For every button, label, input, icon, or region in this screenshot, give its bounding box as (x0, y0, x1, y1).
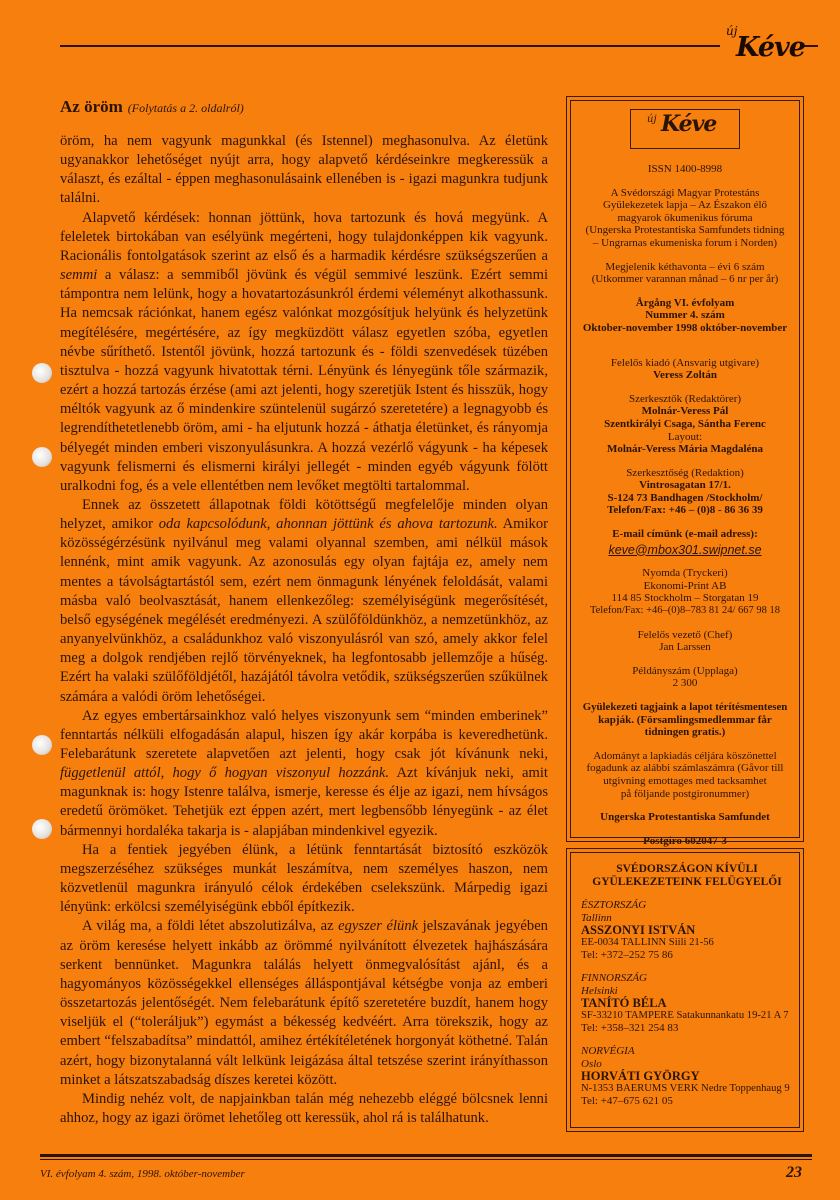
page-number: 23 (786, 1164, 802, 1181)
article-paragraph (60, 841, 548, 918)
desc-line: (Ungerska Protestantiska Samfundets tidning (585, 224, 785, 237)
printer-line: 114 85 Stockholm – Storgatan 19 (611, 592, 759, 605)
supervisor-entry (581, 1045, 793, 1108)
logo-small-text: új (647, 114, 657, 125)
desc-line: A Svédországi Magyar Protestáns (610, 186, 760, 199)
circulation-value: 2 300 (672, 677, 698, 690)
organization: Ungerska Protestantiska Samfundet (600, 811, 770, 824)
title-line: GYÜLEKEZETEINK FELÜGYELŐI (592, 876, 782, 888)
emphasis-text: semmi (60, 267, 98, 284)
publisher-label: Felelős kiadó (Ansvarig utgivare) (610, 356, 760, 369)
desc-line: magyarok ökumenikus fóruma (617, 211, 753, 224)
description (571, 187, 799, 250)
logo-big-text: Kéve (661, 111, 717, 137)
punch-hole-icon (32, 819, 52, 839)
paragraph-text: a válasz: a semmiből jövünk és végül semmivé leszünk. Ezért semmi támpontra nem lelünk, hogy a hovatartozásunkról érdemi véleményt alkothassunk. Ha nemcsak rációnkat, hanem egész valónkat mozgósítjuk helyünk és helyzetünk megítélésére, megértésére, az így megküzdött válasz egyetlen szóba, egyetlen névbe sűríthető. Istentől jövünk, hozzá tartozunk és - földi szenvedések tüzében tisztulva - hozzá vagyunk hivatottak térni. Lényünk és lényegünk tőle származik, ezért a hozzá tartozás érzése (ami azt jelenti, hogy szeretjük Istent és hisszük, hogy méltók vagyunk az ő mindenkire szüntelenül sugárzó szeretetére) a legnagyobb és legrendíthetetlenebb öröm, ami - ha eljutunk hozzá - áthatja életünket, és rányomja bélyegét minden emberi viszonyulásunkra. A hozzá vezérlő vágyunk - ha képesek vagyunk felismerni és elismerni királyi jellegét - minden egyéb vágyunk fölött uralkodni fog, és a vele ellentétben nem levőket megtölti tartalommal. (60, 267, 548, 494)
email-block (571, 528, 799, 556)
editor-name: Szentkirályi Csaga, Sántha Ferenc (604, 417, 766, 430)
office-line: S-124 73 Bandhagen /Stockholm/ (607, 491, 763, 504)
supervisor-city: Oslo (581, 1057, 602, 1070)
office (571, 467, 799, 517)
desc-line: Gyülekezetek lapja – Az Északon élő (602, 199, 768, 212)
paragraph-text: Azt kívánjuk neki, amit magunknak is: hogy Istenre találva, ismerje, keresse és élje az igazi, nem hívságos eredetű örömöket. Tehetjük ezt éppen azért, mert legbensőbb lényegünk - az élet bármennyi hordaléka takarja is - alapjában mindenkivel egyezik. (60, 765, 548, 839)
article-paragraph (60, 209, 548, 496)
printer-line: Nyomda (Tryckeri) (642, 567, 728, 580)
layout-label: Layout: (667, 430, 703, 443)
paragraph-text: Ennek az összetett állapotnak földi kötöttségű megfelelője minden olyan helyzet, amikor (60, 496, 548, 533)
supervisor-name: TANÍTÓ BÉLA (581, 996, 667, 1011)
supervisor-city: Helsinki (581, 984, 618, 997)
punch-hole-icon (32, 735, 52, 755)
supervisor-tel: Tel: +358–321 254 83 (581, 1022, 679, 1035)
printer-line: Telefon/Fax: +46–(0)8–783 81 24/ 667 98 18 (589, 605, 781, 617)
header-rule (60, 45, 720, 47)
footer-rule (40, 1159, 812, 1160)
issue-line: Årgång VI. évfolyam (635, 296, 735, 309)
emphasis-text: függetlenül attól, hogy ő hogyan viszonyul hozzánk. (60, 765, 390, 782)
article-paragraph (60, 1090, 548, 1128)
paragraph-text: jelszavának jegyében az öröm keresése helyett inkább az örömmé nyilvánított élvezetek hajhászására serkent bennünket. Magunkra találás helyett önmegvalósítást ajánl, és a hagyományos közösségekkel ellenséges álláspontjával kétségbe vonja az emberi összetartozás jelentőségét. Nem felebarátunk építő szeretetére buzdít, hanem hogy viseljük el (“toleráljuk”) egymást a békesség kedvéért. Arra törekszik, hogy az embert “felszabadítsa” mindattól, amihez értékítéletének horgonyát köthetné. Talán azért, hogy bizonytalanná vált lelkünk leigázása által tetszése szerint irányíthasson minket a látszatszabadság díszes keretei között. (60, 918, 548, 1088)
supervisors-title (581, 863, 793, 889)
freq-line: Megjelenik kéthavonta – évi 6 szám (605, 260, 765, 273)
email-label: E-mail címünk (e-mail adress): (612, 528, 758, 541)
editor-name: Molnár-Veress Pál (641, 405, 729, 418)
circulation-label: Példányszám (Upplaga) (632, 664, 738, 677)
supervisor-city: Tallinn (581, 911, 612, 924)
supervisor-country: ÉSZTORSZÁG (581, 899, 647, 911)
continuation-note: (Folytatás a 2. oldalról) (127, 101, 244, 115)
donation-line: på följande postgironummer) (620, 787, 750, 800)
article-body (60, 132, 548, 1128)
free-line: kapják. (Församlingsmedlemmar får (598, 713, 772, 726)
circulation (571, 665, 799, 690)
supervisor-entry (581, 972, 793, 1035)
layout-name: Molnár-Veress Mária Magdaléna (606, 443, 763, 456)
supervisor-country: FINNORSZÁG (581, 971, 647, 984)
paragraph-text: Az egyes embertársainkhoz való helyes viszonyunk sem “minden emberinek” fenntartás nélküli elfogadásán alapul, hiszen így akár korpába is keveredhetünk. Felebarátunk szeretete alapvetően azt jelenti, hogy csak jót kívánunk neki, (60, 707, 548, 762)
title-line: SVÉDORSZÁGON KÍVÜLI (616, 863, 758, 875)
paragraph-text: A világ ma, a földi létet abszolutizálva, az (82, 918, 339, 935)
article-title: Az öröm (60, 97, 123, 116)
supervisor-tel: Tel: +372–252 75 86 (581, 949, 673, 962)
chef (571, 629, 799, 654)
footer-rule (40, 1154, 812, 1157)
supervisor-address: N-1353 BAERUMS VERK Nedre Toppenhaug 9 (581, 1082, 790, 1094)
logo-small-text: új (726, 24, 738, 38)
punch-hole-icon (32, 363, 52, 383)
article (60, 97, 548, 1128)
postgiro: Postgiro 602047-3 (643, 834, 727, 847)
chef-label: Felelős vezető (Chef) (637, 628, 733, 641)
free-line: tidningen gratis.) (644, 726, 726, 739)
office-line: Telefon/Fax: +46 – (0)8 - 86 36 39 (607, 504, 763, 517)
printer (571, 567, 799, 617)
supervisor-tel: Tel: +47–675 621 05 (581, 1095, 673, 1108)
paragraph-text: Alapvető kérdések: honnan jöttünk, hova tartozunk és hová megyünk. A feleletek birtokában van esélyünk megérteni, hogy tulajdonképpen kik vagyunk. Racionális fontolgatások szerint az első és a harmadik kérdésre szükségszerűen a (60, 209, 548, 264)
donation-note (571, 750, 799, 800)
freq-line: (Utkommer varannan månad – 6 nr per år) (591, 273, 779, 286)
supervisor-name: HORVÁTI GYÖRGY (581, 1069, 700, 1084)
supervisor-address: SF-33210 TAMPERE Satakunnankatu 19-21 A 7 (581, 1009, 789, 1021)
email-link[interactable]: keve@mbox301.swipnet.se (608, 542, 762, 557)
donation-line: fogadunk az alábbi számlaszámra (Gåvor till (586, 762, 784, 775)
article-paragraph (60, 496, 548, 707)
article-heading (60, 97, 548, 118)
office-line: Vintrosagatan 17/1. (639, 479, 731, 492)
masthead-box (566, 96, 804, 847)
publisher-name: Veress Zoltán (653, 369, 717, 382)
editors (571, 393, 799, 456)
footer-issue: VI. évfolyam 4. szám, 1998. október-november (40, 1168, 245, 1180)
issue-line: Oktober-november 1998 október-november (582, 321, 788, 334)
supervisor-country: NORVÉGIA (581, 1044, 635, 1057)
emphasis-text: oda kapcsolódunk, ahonnan jöttünk és ahova tartozunk. (158, 516, 498, 533)
publisher (571, 357, 799, 382)
logo-big-text: Kéve (736, 32, 805, 63)
paragraph-text: Mindig nehéz volt, de napjainkban talán még nehezebb eléggé bölcsnek lenni ahhoz, hogy az igazi örömet lehetőleg ott keressük, ahol rá is találhatunk. (60, 1090, 548, 1126)
issue-info (571, 297, 799, 335)
article-paragraph (60, 132, 548, 209)
free-note (571, 701, 799, 739)
emphasis-text: egyszer élünk (338, 918, 419, 935)
supervisors-box (566, 848, 804, 1132)
donation-line: utgivning emottages med tacksamhet (603, 774, 767, 787)
punch-hole-icon (32, 447, 52, 467)
supervisor-entry (581, 899, 793, 962)
printer-line: Ekonomi-Print AB (643, 579, 727, 592)
article-paragraph (60, 707, 548, 841)
issn: ISSN 1400-8998 (647, 163, 723, 175)
supervisor-name: ASSZONYI ISTVÁN (581, 923, 696, 938)
article-paragraph (60, 917, 548, 1089)
donation-line: Adományt a lapkiadás céljára köszönettel (593, 749, 777, 762)
frequency (571, 261, 799, 286)
issue-line: Nummer 4. szám (645, 309, 725, 322)
chef-name: Jan Larssen (659, 641, 711, 654)
editors-label: Szerkesztők (Redaktörer) (628, 392, 742, 405)
paragraph-text: Amikor közösségérzésünk nyilvánul meg valami olyannal szemben, ami nélkül mások lennénk, mint amik vagyunk. Az azonosulás egy olyan fajtája ez, amely nem mentes a távolságtartástól sem, ezért nem önmagunk lényének feloldását, valami másba való beolvasztását, hanem ellenkezőleg: személyiségünk megerősítését, belső egységének megélését eredményezi. A szülőföldünkhöz, a nemzetünkhöz, az anyanyelvünkhöz, a családunkhoz való viszonyulásról van szó, amely akkor felel meg a dolgok rendjében rejlő törvényeknek, ha legfontosabb jellemzője a hűség. Ezért ha valaki szülőföldjétől, hazájától távolra vetődik, szükségszerűen szűkülnek számára a valódi öröm lehetőségei. (60, 516, 549, 705)
paragraph-text: Ha a fentiek jegyében élünk, a létünk fenntartását biztosító eszközök megszerzéséhez szükséges munkát leszámítva, nem személyes haszon, nem közvetlenül magunkra irányuló célok érdekében cselekszünk. Márpedig igazi lényünk: erkölcsi személyiségünk ebből építkezik. (60, 841, 548, 916)
supervisor-address: EE-0034 TALLINN Siili 21-56 (581, 936, 714, 948)
paragraph-text: öröm, ha nem vagyunk magunkkal (és Istennel) meghasonulva. Az életünk ugyanakkor lehetőséget nyújt arra, hogy alapvető kérdéseinkre megkeressük a választ, és ezáltal - éppen meghasonulásaink ellenében is - igazi magunkra tudjunk találni. (60, 133, 548, 207)
desc-line: – Ungrarnas ekumeniska forum i Norden) (592, 236, 778, 249)
masthead-logo (630, 109, 740, 149)
supervisor-list (581, 899, 793, 1108)
free-line: Gyülekezeti tagjaink a lapot térítésmentesen (582, 701, 788, 713)
office-label: Szerkesztőség (Redaktion) (626, 466, 744, 479)
